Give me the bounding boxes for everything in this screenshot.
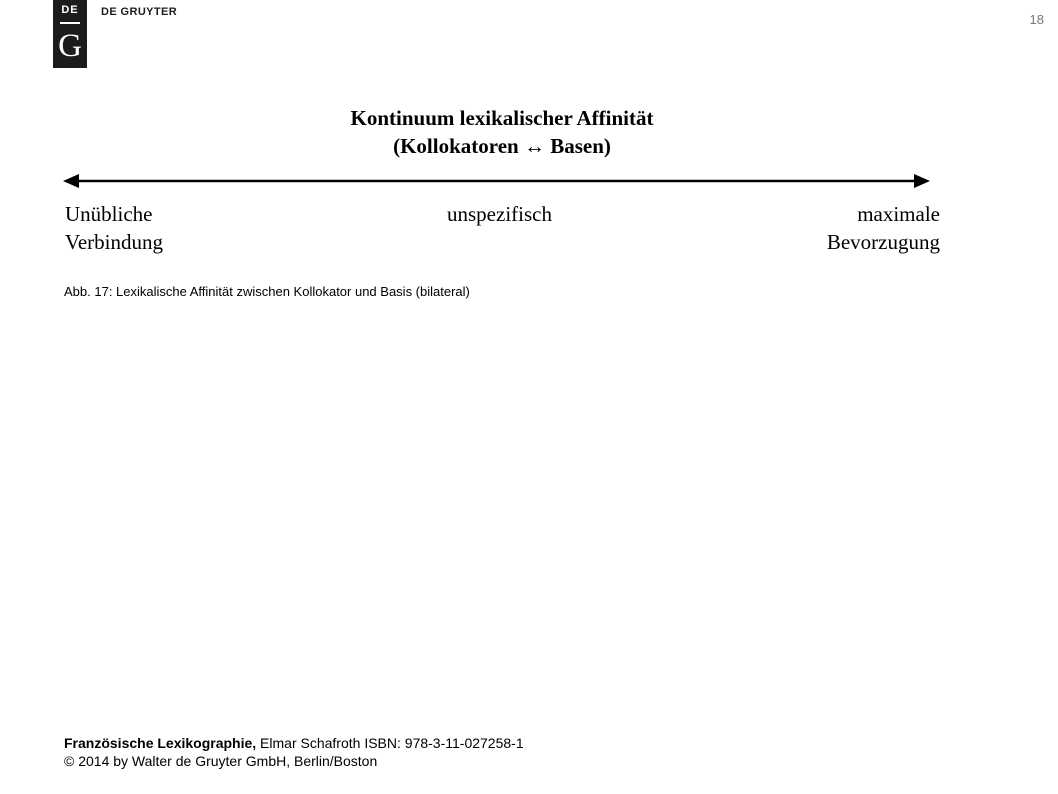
copyright: © 2014 by Walter de Gruyter GmbH, Berlin/Boston: [64, 753, 378, 769]
arrow-head-right: [914, 174, 930, 188]
figure-caption: Abb. 17: Lexikalische Affinität zwischen Kollokator und Basis (bilateral): [64, 284, 470, 299]
pole-right-line2: Bevorzugung: [826, 230, 940, 254]
pole-right-line1: maximale: [857, 202, 940, 226]
diagram-title-line1: Kontinuum lexikalischer Affinität: [350, 106, 654, 130]
double-headed-arrow: [60, 170, 935, 192]
arrow-head-left: [63, 174, 79, 188]
logo-divider: [60, 22, 80, 24]
pole-left-line2: Verbindung: [65, 230, 163, 254]
book-info: Elmar Schafroth ISBN: 978-3-11-027258-1: [256, 735, 524, 751]
footer-citation: [64, 734, 524, 752]
publisher-name: DE GRUYTER: [101, 6, 178, 18]
book-title: Französische Lexikographie,: [64, 735, 257, 751]
pole-left-line1: Unübliche: [65, 202, 153, 226]
diagram-title-line2: (Kollokatoren ↔ Basen): [393, 134, 611, 158]
logo-letter: G: [58, 28, 82, 64]
diagram-title: [0, 104, 1004, 160]
pole-right-label: [827, 200, 940, 256]
publisher-logo: [53, 0, 87, 68]
footer: [64, 734, 524, 770]
pole-left-label: [65, 200, 163, 256]
logo-top-text: DE: [61, 4, 79, 16]
page-number: 18: [1029, 12, 1044, 27]
pole-center-label: unspezifisch: [447, 202, 552, 226]
